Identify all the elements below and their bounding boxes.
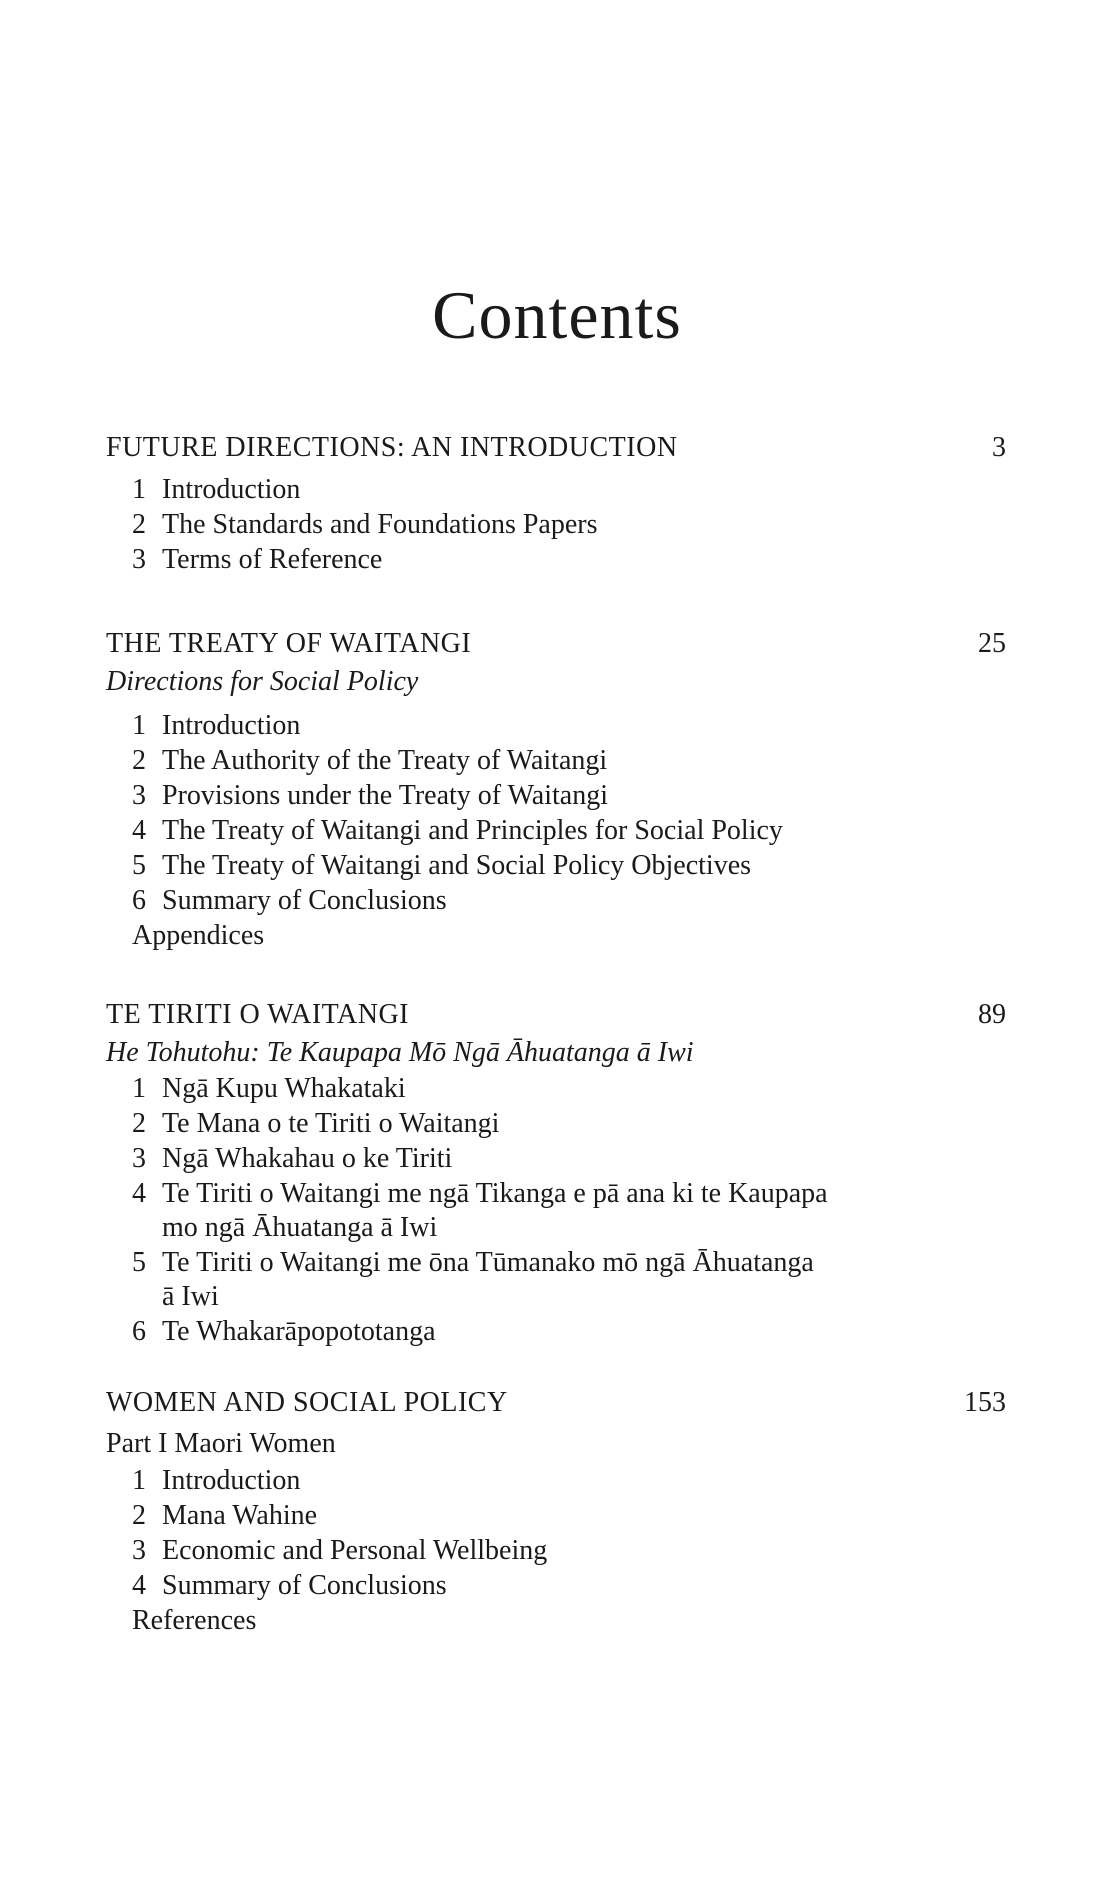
references-entry: References — [132, 1605, 257, 1636]
item-title-continuation: ā Iwi — [162, 1281, 219, 1312]
section-part-heading: Part I Maori Women — [106, 1428, 336, 1459]
item-number: 5 — [132, 850, 146, 881]
toc-item — [106, 1314, 1006, 1349]
toc-item — [106, 1533, 1006, 1568]
item-title: The Authority of the Treaty of Waitangi — [162, 745, 608, 776]
item-number: 1 — [132, 1465, 146, 1496]
toc-item — [106, 1176, 1006, 1211]
item-number: 6 — [132, 885, 146, 916]
item-title: Ngā Whakahau o ke Tiriti — [162, 1143, 453, 1174]
toc-item — [106, 743, 1006, 778]
item-number: 1 — [132, 710, 146, 741]
item-title: The Treaty of Waitangi and Social Policy Objectives — [162, 850, 752, 881]
item-title: Introduction — [162, 474, 301, 505]
item-number: 6 — [132, 1316, 146, 1347]
section-title: WOMEN AND SOCIAL POLICY — [106, 1387, 508, 1418]
toc-item — [106, 542, 1006, 577]
section-subtitle: Directions for Social Policy — [106, 666, 419, 697]
item-number: 3 — [132, 780, 146, 811]
item-title: Ngā Kupu Whakataki — [162, 1073, 406, 1104]
toc-item — [106, 848, 1006, 883]
page-title: Contents — [432, 277, 682, 353]
appendices-entry: Appendices — [132, 920, 265, 951]
item-title-continuation: mo ngā Āhuatanga ā Iwi — [162, 1212, 438, 1243]
section-heading — [106, 1383, 1006, 1423]
section-items — [106, 472, 1006, 577]
toc-item — [106, 883, 1006, 918]
toc-section-women-and-social-policy — [106, 1383, 1006, 1638]
item-number: 4 — [132, 815, 146, 846]
section-items — [106, 708, 1006, 918]
item-title: The Treaty of Waitangi and Principles for Social Policy — [162, 815, 783, 846]
toc-item — [106, 1245, 1006, 1280]
section-page-number: 25 — [978, 628, 1006, 659]
section-heading — [106, 995, 1006, 1035]
item-title: Economic and Personal Wellbeing — [162, 1535, 548, 1566]
item-number: 4 — [132, 1570, 146, 1601]
section-page-number: 3 — [992, 432, 1006, 463]
section-items — [106, 1463, 1006, 1603]
toc-item — [106, 813, 1006, 848]
section-title: THE TREATY OF WAITANGI — [106, 628, 472, 659]
toc-item — [106, 472, 1006, 507]
item-number: 1 — [132, 1073, 146, 1104]
item-number: 3 — [132, 544, 146, 575]
section-title: TE TIRITI O WAITANGI — [106, 999, 409, 1030]
item-title: Te Tiriti o Waitangi me ōna Tūmanako mō ngā Āhuatanga — [162, 1247, 814, 1278]
item-title: Te Tiriti o Waitangi me ngā Tikanga e pā ana ki te Kaupapa — [162, 1178, 828, 1209]
item-number: 3 — [132, 1143, 146, 1174]
toc-section-te-tiriti-o-waitangi — [106, 995, 1006, 1349]
section-title: FUTURE DIRECTIONS: AN INTRODUCTION — [106, 432, 678, 463]
item-number: 2 — [132, 1500, 146, 1531]
toc-item — [106, 1141, 1006, 1176]
toc-item — [106, 1463, 1006, 1498]
toc-section-future-directions — [106, 428, 1006, 577]
section-items — [106, 1071, 1006, 1349]
item-number: 4 — [132, 1178, 146, 1209]
item-number: 2 — [132, 1108, 146, 1139]
item-number: 5 — [132, 1247, 146, 1278]
item-number: 1 — [132, 474, 146, 505]
toc-item — [106, 708, 1006, 743]
toc-item-continuation — [106, 1280, 1006, 1314]
item-title: Te Whakarāpopototanga — [162, 1316, 436, 1347]
item-title: Provisions under the Treaty of Waitangi — [162, 780, 608, 811]
toc-item-continuation — [106, 1211, 1006, 1245]
toc-item — [106, 1071, 1006, 1106]
item-number: 3 — [132, 1535, 146, 1566]
toc-item — [106, 1106, 1006, 1141]
item-title: Mana Wahine — [162, 1500, 318, 1531]
item-title: Te Mana o te Tiriti o Waitangi — [162, 1108, 500, 1139]
toc-item — [106, 1568, 1006, 1603]
section-subtitle: He Tohutohu: Te Kaupapa Mō Ngā Āhuatanga ā Iwi — [106, 1037, 694, 1068]
item-title: Terms of Reference — [162, 544, 383, 575]
item-number: 2 — [132, 745, 146, 776]
item-title: Summary of Conclusions — [162, 1570, 447, 1601]
toc-section-treaty-of-waitangi — [106, 624, 1006, 953]
item-title: Introduction — [162, 1465, 301, 1496]
item-title: Introduction — [162, 710, 301, 741]
toc-item — [106, 778, 1006, 813]
section-page-number: 89 — [978, 999, 1006, 1030]
section-heading — [106, 428, 1006, 468]
section-page-number: 153 — [964, 1387, 1006, 1418]
toc-item — [106, 507, 1006, 542]
item-number: 2 — [132, 509, 146, 540]
toc-item — [106, 1498, 1006, 1533]
item-title: Summary of Conclusions — [162, 885, 447, 916]
item-title: The Standards and Foundations Papers — [162, 509, 598, 540]
section-heading — [106, 624, 1006, 664]
